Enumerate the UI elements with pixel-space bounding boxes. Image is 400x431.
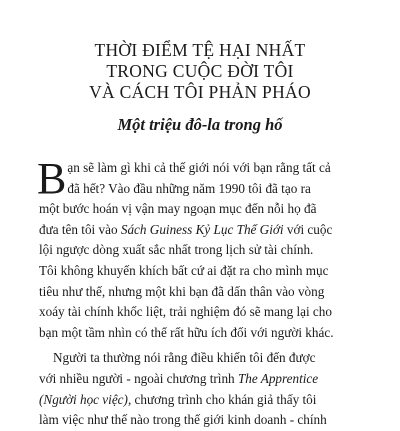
p2-line-3 bbox=[39, 390, 389, 411]
p1-line-4-after: với cuộc bbox=[283, 221, 333, 237]
p2-line-1: Người ta thường nói rằng điều khiến tôi đến được bbox=[53, 350, 316, 366]
p2-line-2 bbox=[39, 369, 389, 390]
p1-line-2: đã hết? Vào đầu những năm 1990 tôi đã tạo ra bbox=[67, 180, 311, 196]
chapter-subtitle: Một triệu đô-la trong hố bbox=[117, 115, 283, 134]
chapter-title-line-3: VÀ CÁCH TÔI PHẢN PHÁO bbox=[89, 82, 311, 102]
p1-line-9: bạn một tầm nhìn có thể rất hữu ích đối với người khác. bbox=[39, 324, 334, 340]
p2-line-3-after: , chương trình cho khán giả thấy tôi bbox=[127, 391, 317, 407]
chapter-title bbox=[20, 40, 380, 103]
paragraph-2 bbox=[39, 348, 389, 430]
p1-line-7: tiêu như thế, nhưng một khi bạn đã dấn thân vào vòng bbox=[39, 283, 325, 299]
p2-line-2-before: với nhiều người - ngoài chương trình bbox=[39, 370, 238, 386]
p1-line-4 bbox=[39, 220, 389, 241]
show-title-apprentice: The Apprentice bbox=[237, 370, 319, 386]
p2-line-4: làm việc như thế nào trong thế giới kinh doanh - chính bbox=[39, 412, 327, 428]
book-title-guinness: Sách Guiness Kỷ Lục Thế Giới bbox=[120, 221, 284, 237]
chapter-title-line-2: TRONG CUỘC ĐỜI TÔI bbox=[106, 61, 294, 81]
show-title-translation: (Người học việc) bbox=[39, 391, 128, 407]
paragraph-1 bbox=[37, 154, 389, 343]
p1-line-3: một bước hoán vị vận may ngoạn mục đến nỗi họ đã bbox=[39, 201, 317, 217]
p1-line-6: Tôi không khuyến khích bất cứ ai đặt ra cho mình mục bbox=[39, 262, 329, 278]
drop-cap: B bbox=[37, 154, 67, 203]
p1-line-5: lội ngược dòng xuất sắc nhất trong lịch sử tài chính. bbox=[39, 242, 314, 258]
p1-line-4-before: đưa tên tôi vào bbox=[39, 221, 121, 237]
p1-line-1: ạn sẽ làm gì khi cả thế giới nói với bạn rằng tất cả bbox=[67, 160, 331, 175]
p1-line-8: xoáy tài chính khốc liệt, trải nghiệm đó sẽ mang lại cho bbox=[39, 304, 332, 320]
chapter-title-line-1: THỜI ĐIỂM TỆ HẠI NHẤT bbox=[94, 40, 306, 60]
body-text bbox=[37, 154, 389, 431]
